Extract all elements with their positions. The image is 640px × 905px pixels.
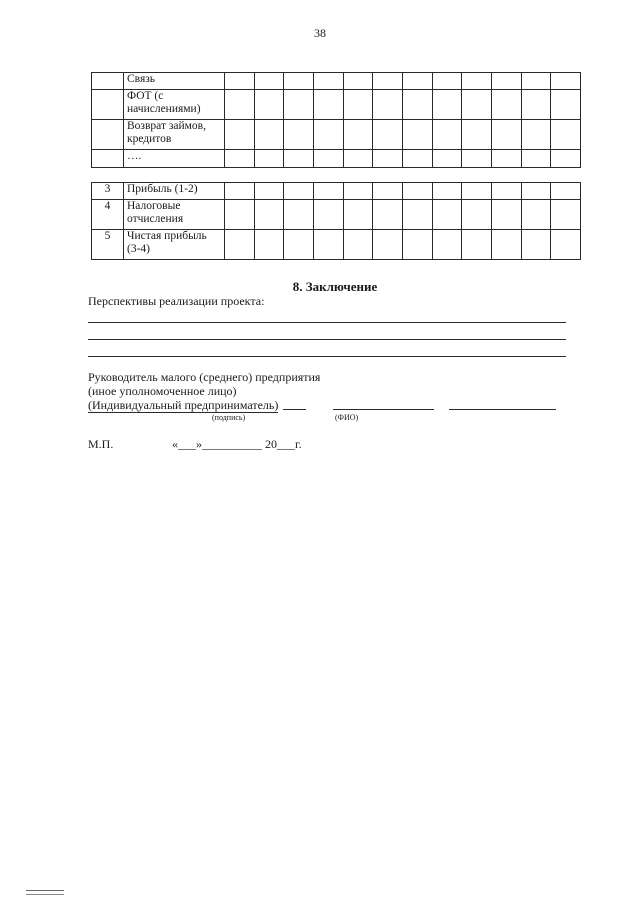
row-label: Возврат займов, кредитов	[124, 120, 225, 150]
fill-line	[88, 339, 566, 340]
row-label: Чистая прибыль (3-4)	[124, 230, 225, 260]
row-number	[92, 73, 124, 90]
row-label: ….	[124, 150, 225, 168]
table-row	[92, 200, 581, 230]
page-number: 38	[314, 26, 326, 40]
row-number: 5	[92, 230, 124, 260]
scan-mark	[26, 890, 64, 895]
table-row	[92, 183, 581, 200]
row-number: 4	[92, 200, 124, 230]
table-row	[92, 73, 581, 90]
fill-line	[88, 322, 566, 323]
signatory-title: Руководитель малого (среднего) предприятия	[88, 370, 321, 384]
expenses-table	[91, 72, 581, 168]
stamp-place-label: М.П.	[88, 437, 114, 451]
row-label: ФОТ (с начислениями)	[124, 90, 225, 120]
signature-line	[333, 409, 434, 410]
table-row	[92, 230, 581, 260]
name-caption: (ФИО)	[335, 413, 359, 422]
date-field: «___»__________ 20___г.	[172, 437, 302, 451]
table-row	[92, 150, 581, 168]
signature-line-tail	[283, 409, 306, 410]
row-number	[92, 120, 124, 150]
table-row	[92, 90, 581, 120]
signatory-entrepreneur-wrap	[88, 398, 278, 412]
row-number: 3	[92, 183, 124, 200]
signature-caption: (подпись)	[212, 413, 246, 422]
name-line	[449, 409, 556, 410]
row-number	[92, 150, 124, 168]
row-label: Налоговые отчисления	[124, 200, 225, 230]
signatory-entrepreneur: (Индивидуальный предприниматель)	[88, 398, 279, 412]
section-title: 8. Заключение	[292, 279, 378, 294]
row-number	[92, 90, 124, 120]
table-row	[92, 120, 581, 150]
prospects-label: Перспективы реализации проекта:	[88, 294, 265, 308]
profit-table	[91, 182, 581, 260]
fill-line	[88, 356, 566, 357]
signatory-alt: (иное уполномоченное лицо)	[88, 384, 237, 398]
row-label: Прибыль (1-2)	[124, 183, 225, 200]
row-label: Связь	[124, 73, 225, 90]
